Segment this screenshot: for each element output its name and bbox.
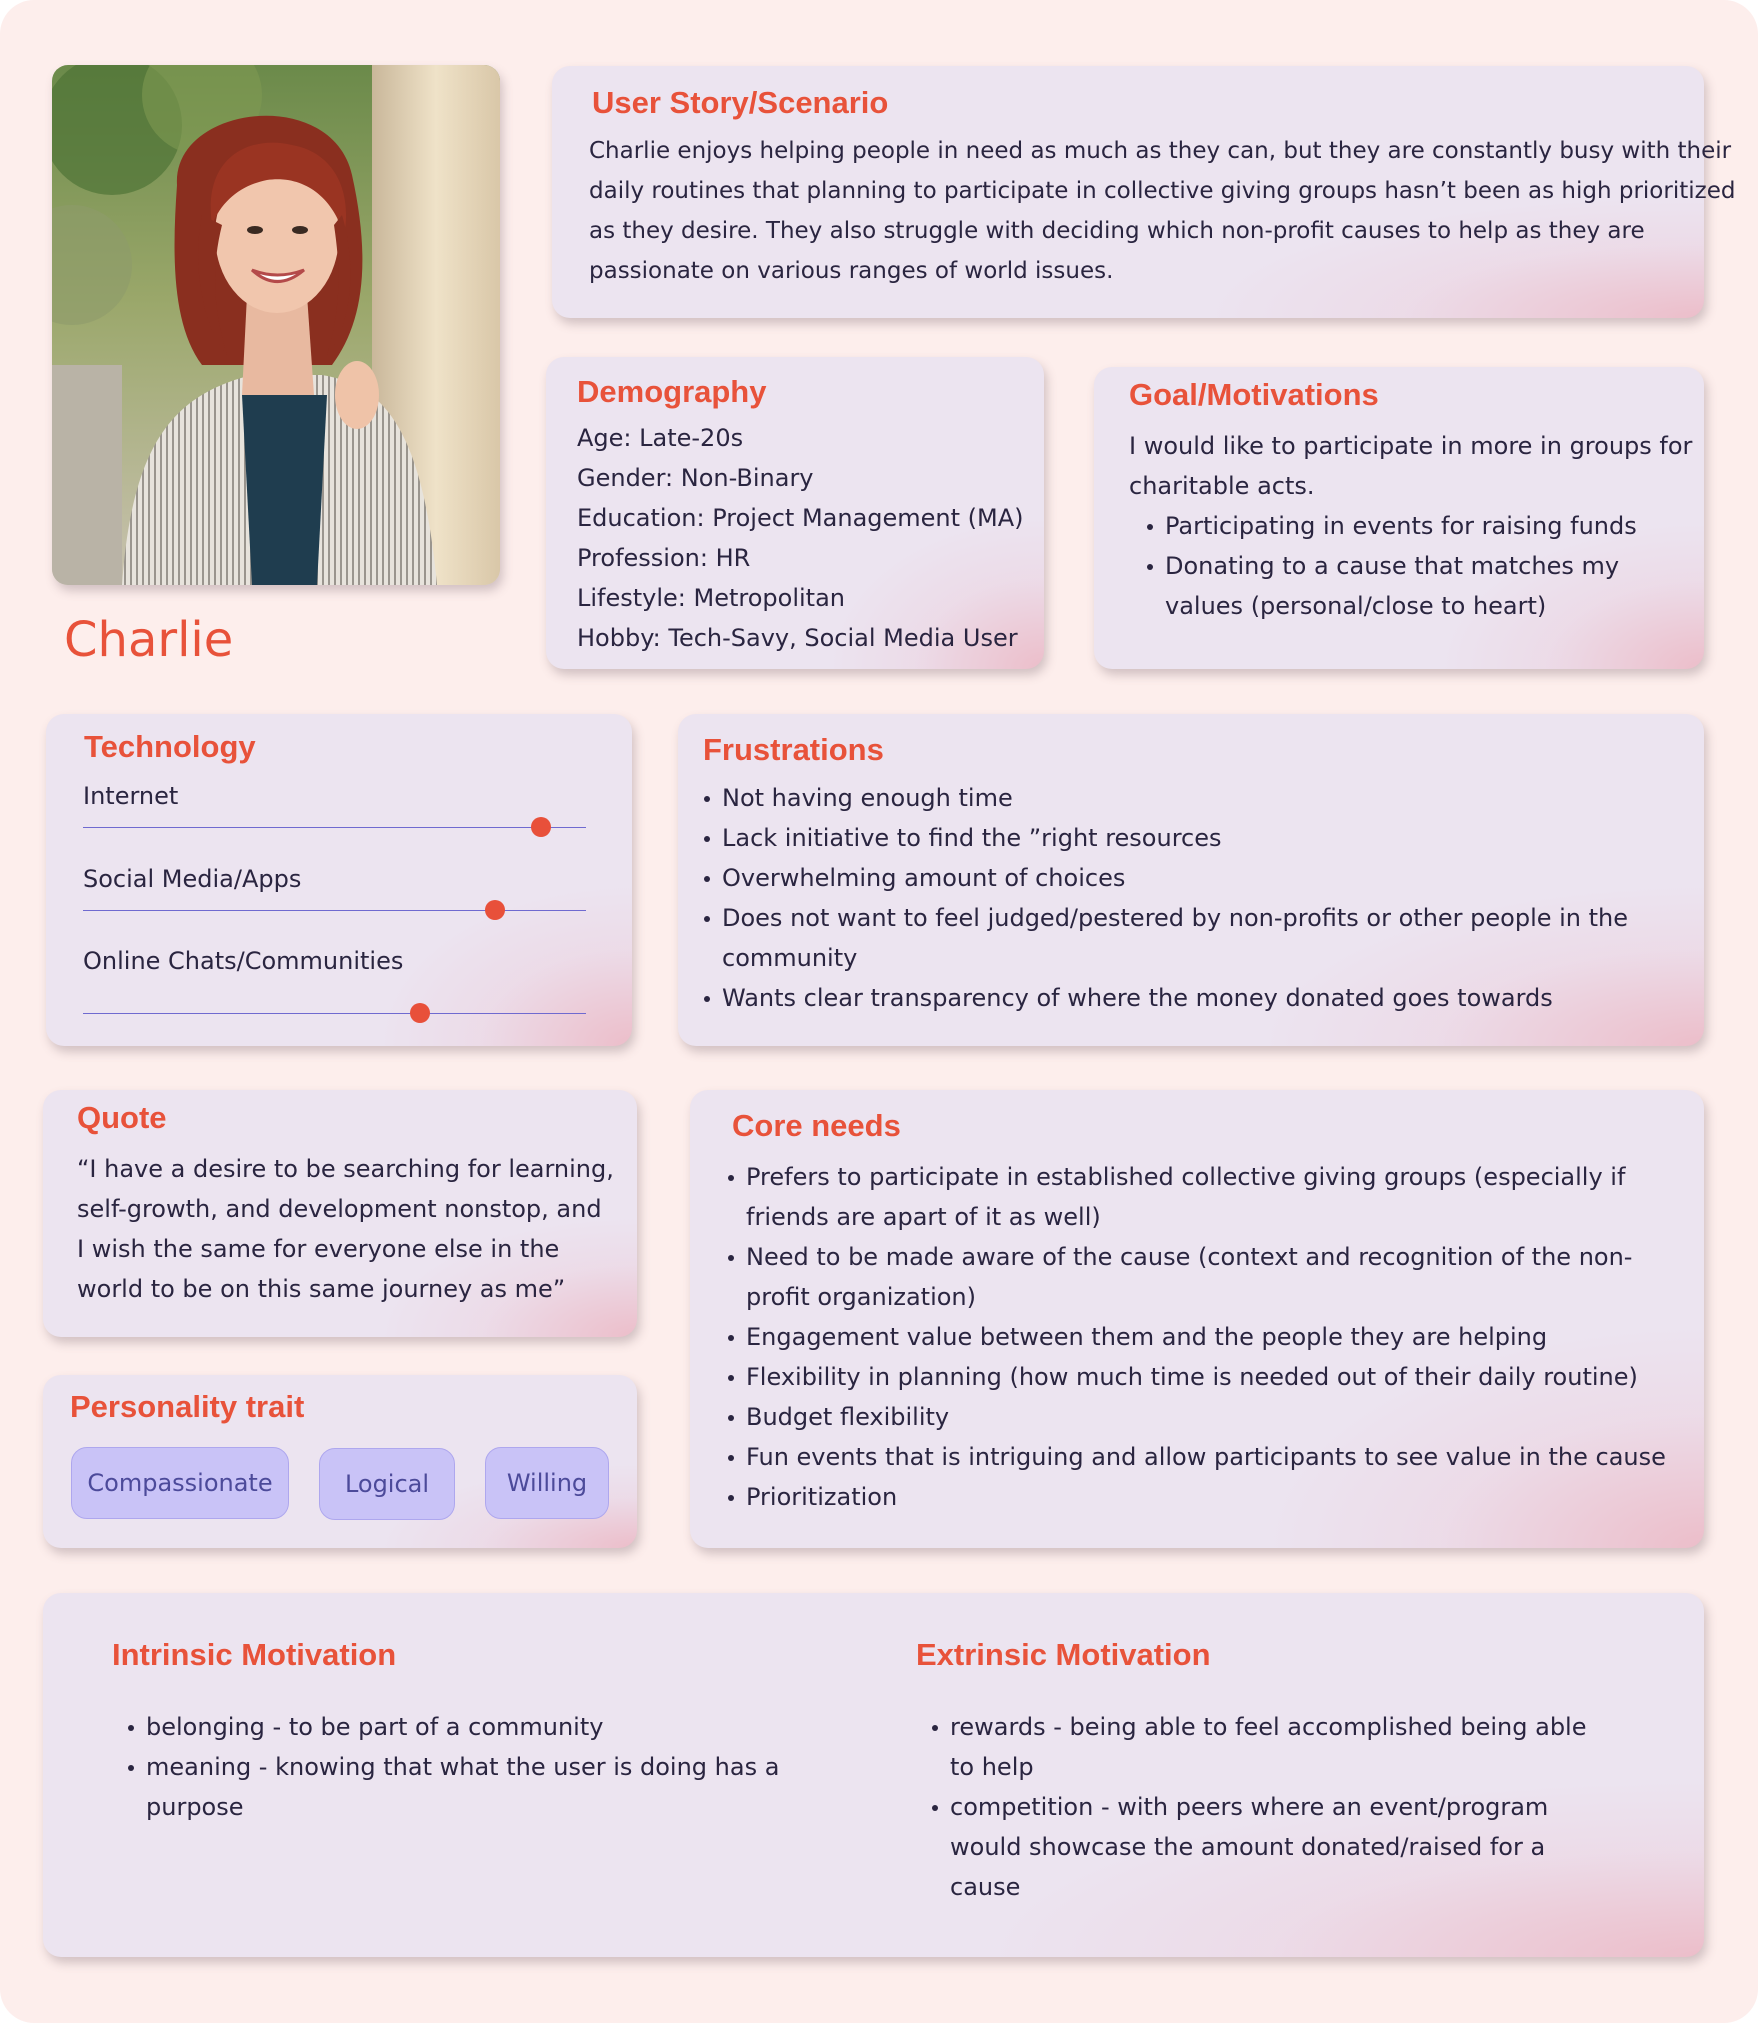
goals-text [1129,426,1692,626]
intrinsic-item [124,1747,779,1827]
internet-slider-knob[interactable] [531,817,551,837]
quote-line: world to be on this same journey as me” [77,1275,566,1303]
core-need-line: Engagement value between them and the people they are helping [746,1323,1548,1351]
frustration-item [700,978,1628,1018]
extrinsic-line: to help [950,1753,1034,1781]
online-chats-slider-track [83,1013,586,1014]
social-media-slider-track [83,910,586,911]
frustration-item [700,778,1628,818]
goals-title: Goal/Motivations [1129,377,1379,412]
quote-title: Quote [77,1100,167,1135]
intrinsic-title: Intrinsic Motivation [112,1637,397,1672]
core-needs-list [724,1157,1666,1517]
core-need-item [724,1237,1666,1317]
online-chats-slider-knob[interactable] [410,1003,430,1023]
goals-intro-line: charitable acts. [1129,472,1315,500]
user-story-line: passionate on various ranges of world issues. [589,258,1114,284]
core-need-line: Prefers to participate in established collective giving groups (especially if [746,1163,1626,1191]
core-need-item [724,1397,1666,1437]
core-need-line: Fun events that is intriguing and allow participants to see value in the cause [746,1443,1666,1471]
core-needs-card [690,1090,1704,1548]
extrinsic-line: cause [950,1873,1021,1901]
extrinsic-title: Extrinsic Motivation [916,1637,1211,1672]
core-need-line: Prioritization [746,1483,898,1511]
user-story-card [552,66,1736,318]
quote-card [43,1090,637,1337]
extrinsic-line: would showcase the amount donated/raised for a [950,1833,1546,1861]
social-media-label: Social Media/Apps [83,865,302,893]
frustration-item [700,818,1628,858]
frustrations-title: Frustrations [703,732,884,767]
internet-label: Internet [83,782,179,810]
core-need-line: Flexibility in planning (how much time is needed out of their daily routine) [746,1363,1638,1391]
quote-line: I wish the same for everyone else in the [77,1235,560,1263]
demography-profession: Profession: HR [577,544,751,572]
frustration-line: Wants clear transparency of where the money donated goes towards [722,984,1553,1012]
portrait-image [52,65,500,585]
quote-text [77,1149,614,1309]
frustration-line: Does not want to feel judged/pestered by non-profits or other people in the [722,904,1629,932]
user-story-text [589,131,1735,291]
demography-hobby: Hobby: Tech-Savy, Social Media User [577,624,1018,652]
intrinsic-item [124,1707,779,1747]
quote-line: self-growth, and development nonstop, and [77,1195,602,1223]
goals-bullet [1143,506,1692,546]
intrinsic-line: purpose [146,1793,244,1821]
frustrations-card [678,714,1704,1046]
core-need-item [724,1437,1666,1477]
demography-lifestyle: Lifestyle: Metropolitan [577,584,846,612]
online-chats-label: Online Chats/Communities [83,947,404,975]
core-need-line: friends are apart of it as well) [746,1203,1101,1231]
frustration-line: Overwhelming amount of choices [722,864,1126,892]
technology-title: Technology [84,729,256,764]
extrinsic-item [928,1787,1586,1907]
goals-bullet-line: Donating to a cause that matches my [1165,552,1620,580]
extrinsic-item [928,1707,1586,1787]
demography-education: Education: Project Management (MA) [577,504,1024,532]
personality-card [43,1375,637,1548]
core-need-item [724,1357,1666,1397]
extrinsic-line: competition - with peers where an event/program [950,1793,1549,1821]
core-need-line: Need to be made aware of the cause (context and recognition of the non- [746,1243,1633,1271]
trait-chip-logical: Logical [319,1448,455,1520]
quote-line: “I have a desire to be searching for learning, [77,1155,614,1183]
core-need-item [724,1477,1666,1517]
motivation-card [43,1593,1704,1957]
persona-photo [52,65,500,585]
goals-bullet-line: values (personal/close to heart) [1165,592,1547,620]
demography-age: Age: Late-20s [577,424,744,452]
intrinsic-line: meaning - knowing that what the user is doing has a [146,1753,780,1781]
core-need-line: profit organization) [746,1283,977,1311]
frustrations-list [700,778,1628,1018]
user-story-line: as they desire. They also struggle with deciding which non-profit causes to help as they are [589,218,1645,244]
demography-card [546,357,1044,669]
frustration-item [700,858,1628,898]
extrinsic-line: rewards - being able to feel accomplished being able [950,1713,1587,1741]
personality-title: Personality trait [70,1389,305,1424]
extrinsic-list [928,1707,1586,1907]
core-need-item [724,1157,1666,1237]
technology-card [46,714,632,1046]
goals-bullet-line: Participating in events for raising funds [1165,512,1637,540]
goals-bullet [1143,546,1692,626]
goals-intro-line: I would like to participate in more in groups for [1129,432,1693,460]
trait-chip-willing: Willing [485,1447,609,1519]
frustration-line: Not having enough time [722,784,1013,812]
persona-name: Charlie [64,612,234,668]
core-need-item [724,1317,1666,1357]
core-needs-title: Core needs [732,1108,901,1143]
demography-list [577,418,1024,658]
demography-title: Demography [577,374,767,409]
demography-gender: Gender: Non-Binary [577,464,814,492]
frustration-line: Lack initiative to find the ”right resources [722,824,1222,852]
frustration-item [700,898,1628,978]
user-story-line: Charlie enjoys helping people in need as much as they can, but they are constantly busy with their [589,138,1732,164]
user-story-line: daily routines that planning to participate in collective giving groups hasn’t been as high prioritized [589,178,1736,204]
trait-chip-compassionate: Compassionate [71,1447,289,1519]
intrinsic-list [124,1707,779,1827]
user-story-title: User Story/Scenario [592,85,889,120]
goals-card [1094,367,1704,669]
social-media-slider-knob[interactable] [485,900,505,920]
intrinsic-line: belonging - to be part of a community [146,1713,604,1741]
core-need-line: Budget flexibility [746,1403,950,1431]
internet-slider-track [83,827,586,828]
frustration-line: community [722,944,858,972]
